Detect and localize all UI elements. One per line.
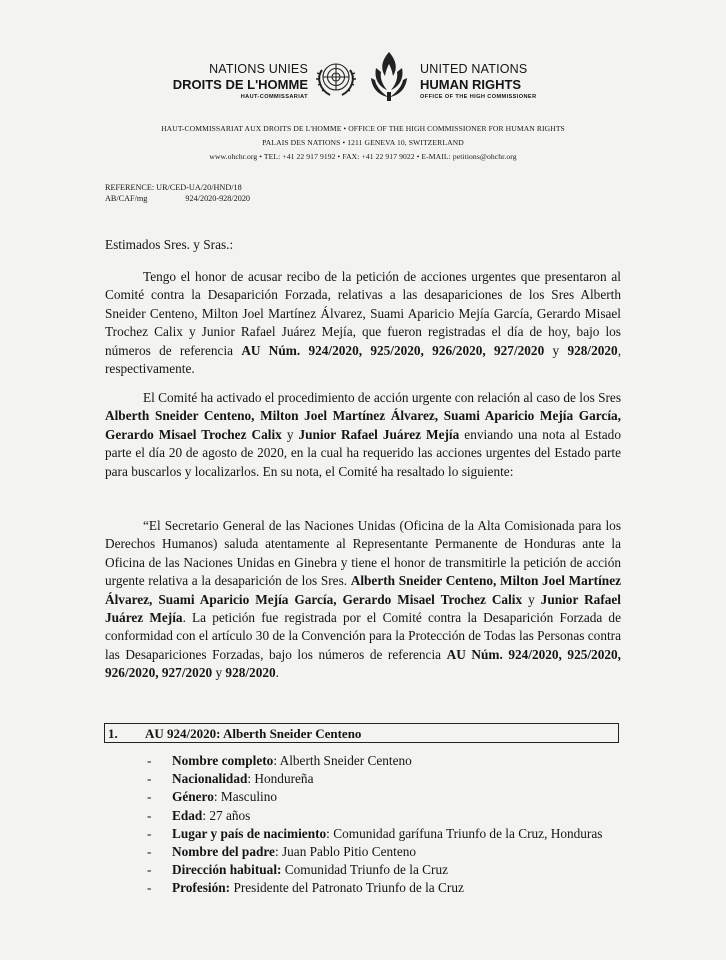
paragraph-procedure — [105, 389, 621, 481]
detail-label: Lugar y país de nacimiento — [172, 825, 327, 841]
para3-text-4: y — [212, 665, 226, 681]
detail-separator: : — [202, 807, 210, 823]
case-title: AU 924/2020: Alberth Sneider Centeno — [145, 726, 362, 741]
paragraph-acknowledgement — [105, 268, 621, 378]
para3-bold-1: Alberth Sneider Centeno, Milton Joel Martínez Álvarez, Suami Aparicio Mejía García, Gerardo Misael Trochez Calix — [105, 573, 621, 607]
list-item — [147, 770, 617, 788]
case-details-list — [147, 752, 617, 898]
list-dash: - — [147, 880, 152, 896]
greeting: Estimados Sres. y Sras.: — [105, 237, 234, 252]
letterhead-en-line1: UNITED NATIONS — [420, 62, 528, 76]
para3-text-3: . La petición fue registrada por el Comité contra la Desaparición Forzada de conformidad con el artículo 30 de la Convención para la Protección de Todas las Personas contra las Desapariciones Forzadas, bajo los números de referencia — [105, 610, 621, 662]
detail-separator: : — [273, 753, 280, 768]
detail-separator: : — [213, 789, 221, 805]
case-header-box — [104, 723, 619, 743]
detail-label: Género — [172, 789, 214, 805]
address-line-3: www.ohchr.org • TEL: +41 22 917 9192 • FAX: +41 22 917 9022 • E-MAIL: petitions@ohchr.org — [209, 152, 517, 161]
reference-line-2 — [105, 194, 250, 203]
list-item — [147, 879, 617, 897]
letterhead-fr-line2: DROITS DE L'HOMME — [172, 77, 308, 92]
list-dash: - — [147, 844, 152, 860]
un-emblem-icon — [314, 56, 358, 100]
para2-bold-1: Alberth Sneider Centeno, Milton Joel Martínez Álvarez, Suami Aparicio Mejía García, Gerardo Misael Trochez Calix — [105, 408, 621, 442]
para2-text-1: El Comité ha activado el procedimiento de acción urgente con relación al caso de los Sres — [143, 390, 621, 405]
detail-separator: : — [326, 825, 334, 841]
list-item — [147, 807, 617, 825]
letterhead-en-line2: HUMAN RIGHTS — [420, 77, 522, 92]
detail-separator: : — [274, 844, 282, 860]
list-dash: - — [147, 771, 152, 787]
detail-value: 27 años — [209, 807, 251, 823]
para1-bold-1: AU Núm. 924/2020, 925/2020, 926/2020, 927/2020 — [241, 342, 545, 358]
letterhead-fr-line3: HAUT-COMMISSARIAT — [240, 94, 308, 100]
detail-value: Comunidad garífuna Triunfo de la Cruz, Honduras — [333, 825, 603, 841]
detail-value: Hondureña — [254, 771, 314, 787]
para3-text-5: . — [275, 665, 279, 681]
list-dash: - — [147, 789, 152, 805]
list-item — [147, 843, 617, 861]
detail-value: Alberth Sneider Centeno — [279, 753, 412, 768]
detail-value: Comunidad Triunfo de la Cruz — [284, 862, 449, 878]
para3-text-1: “El Secretario General de las Naciones Unidas (Oficina de la Alta Comisionada para los Derechos Humanos) saluda atentamente al Representante Permanente de Honduras ante la Oficina de las Naciones Unidas en Ginebra y tiene el honor de transmitirle la petición de acción urgente relativa a la desaparición de los Sres. — [105, 518, 621, 589]
para1-text-1: Tengo el honor de acusar recibo de la petición de acciones urgentes que presentaron al Comité contra la Desaparición Forzada, relativas a las desapariciones de los Sres Alberth Sneider Centeno, Milton Joel Martínez Álvarez, Suami Aparicio Mejía García, Gerardo Misael Trochez Calix y Junior Rafael Juárez Mejía, que fueron registradas el día de hoy, bajo los números de referencia — [105, 269, 621, 358]
detail-value: Juan Pablo Pitio Centeno — [281, 844, 417, 860]
letterhead-en-line3: OFFICE OF THE HIGH COMMISSIONER — [420, 94, 537, 100]
detail-label: Nacionalidad — [172, 771, 248, 787]
paragraph-quoted-note — [105, 517, 621, 683]
detail-label: Edad — [172, 807, 203, 823]
list-item — [147, 788, 617, 806]
detail-value: Masculino — [220, 789, 278, 805]
para3-text-2: y — [522, 591, 541, 607]
detail-separator: : — [247, 771, 255, 787]
para2-text-3: enviando una nota al Estado parte el día 20 de agosto de 2020, en la cual ha requerido las acciones urgentes del Estado parte para buscarlos y localizarlos. En su nota, el Comité ha resaltado lo siguiente: — [105, 426, 621, 479]
para1-text-3: , respectivamente. — [105, 342, 622, 377]
letterhead-fr-line1: NATIONS UNIES — [209, 62, 308, 76]
list-dash: - — [147, 807, 152, 823]
list-item — [147, 752, 617, 770]
para3-bold-3: AU Núm. 924/2020, 925/2020, 926/2020, 927/2020 — [105, 646, 621, 681]
para3-bold-2: Junior Rafael Juárez Mejía — [105, 591, 621, 626]
detail-label: Nombre del padre — [172, 844, 275, 860]
para2-text-2: y — [281, 426, 299, 442]
para2-bold-2: Junior Rafael Juárez Mejía — [298, 426, 460, 442]
letterhead-english — [420, 62, 537, 100]
letterhead-french — [173, 62, 308, 100]
reference-line: REFERENCE: UR/CED-UA/20/HND/18 — [105, 183, 242, 192]
reference-numbers: 924/2020-928/2020 — [185, 194, 251, 203]
case-number: 1. — [108, 726, 118, 741]
para1-text-2: y — [544, 342, 568, 358]
detail-value: Presidente del Patronato Triunfo de la Cruz — [233, 880, 464, 896]
detail-label: Profesión: — [172, 880, 231, 896]
reference-initials: AB/CAF/mg — [105, 194, 148, 203]
list-dash: - — [147, 825, 152, 841]
list-item — [147, 861, 617, 879]
detail-label: Nombre completo — [172, 753, 274, 768]
list-dash: - — [147, 862, 152, 878]
detail-label: Dirección habitual: — [172, 862, 282, 878]
address-line-1: HAUT-COMMISSARIAT AUX DROITS DE L'HOMME • OFFICE OF THE HIGH COMMISSIONER FOR HUMAN RIGHTS — [161, 124, 565, 133]
list-dash: - — [147, 753, 152, 768]
human-rights-emblem-icon — [366, 50, 412, 104]
para1-bold-2: 928/2020 — [567, 342, 618, 358]
list-item — [147, 825, 617, 843]
para3-bold-4: 928/2020 — [225, 665, 276, 681]
address-line-2: PALAIS DES NATIONS • 1211 GENEVA 10, SWITZERLAND — [262, 138, 464, 147]
